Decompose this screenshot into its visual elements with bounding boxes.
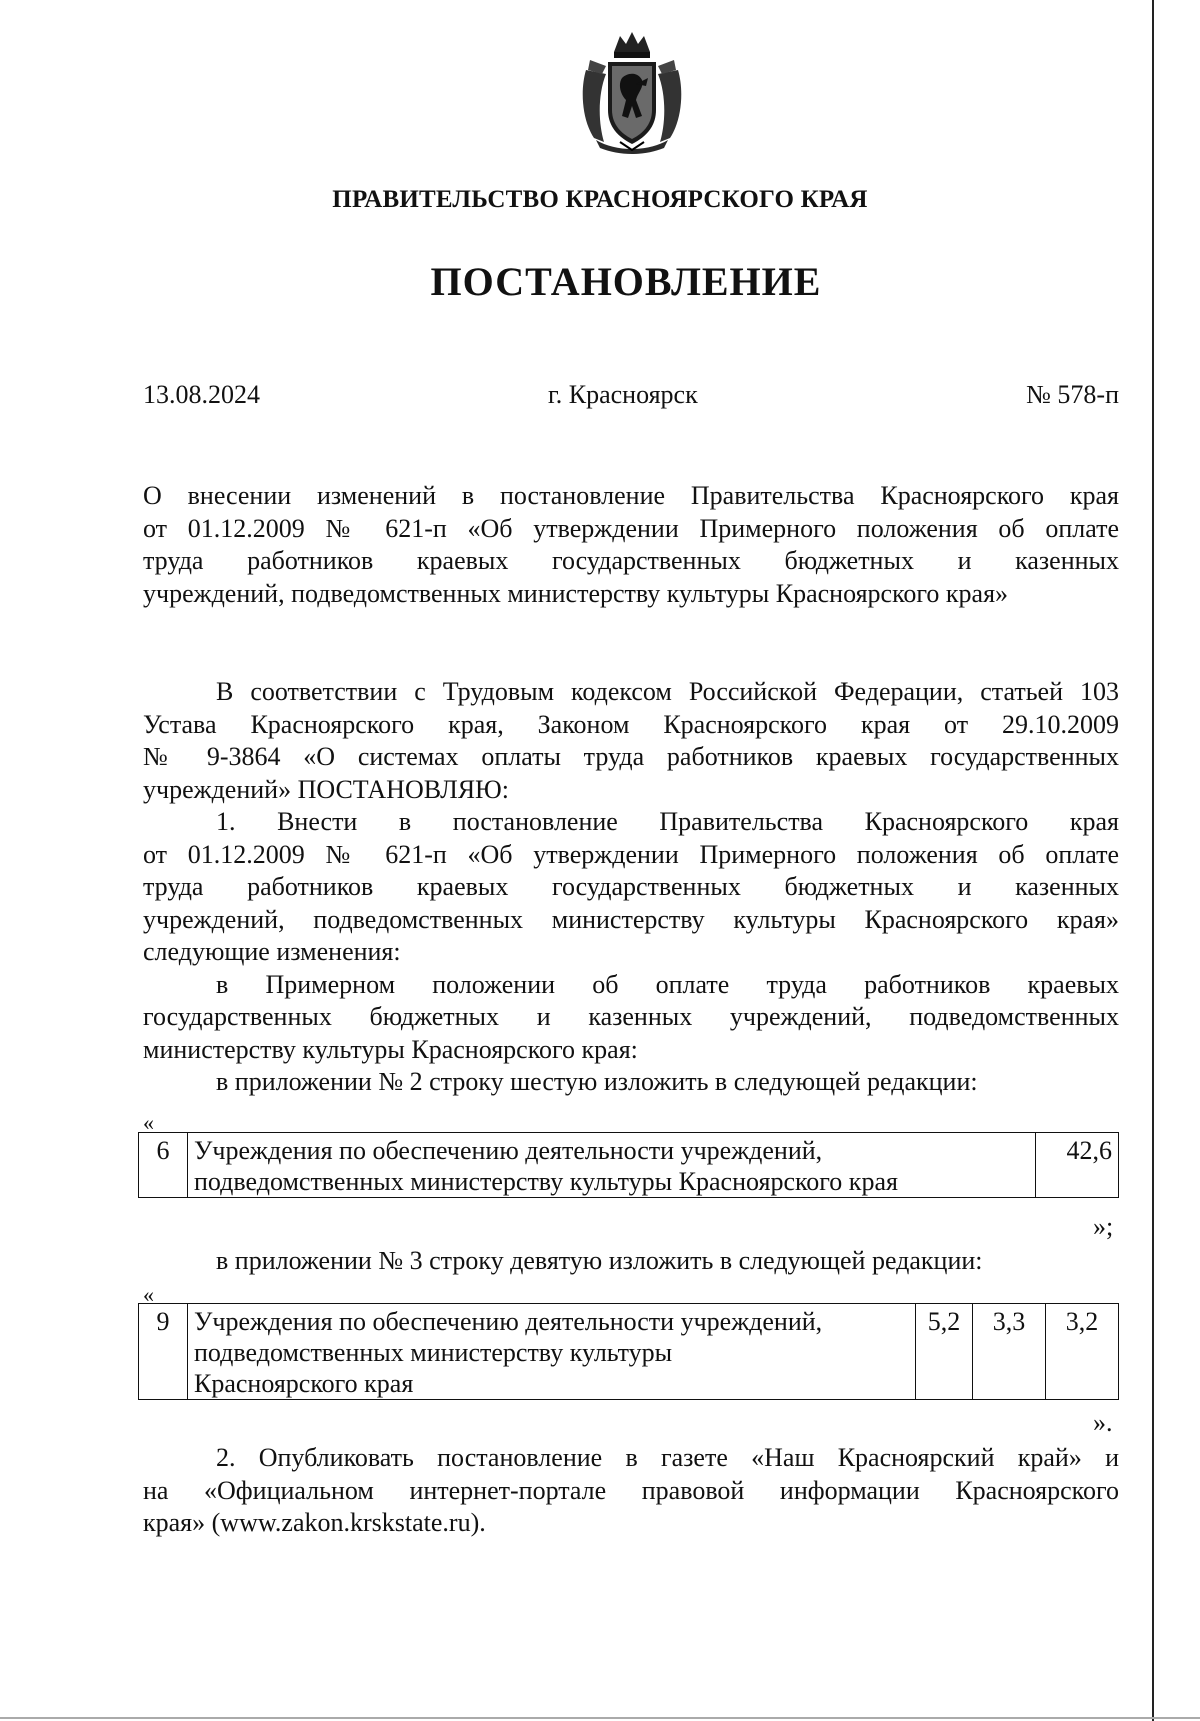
document-number: № 578-п <box>1026 380 1119 409</box>
body-line: учреждений» ПОСТАНОВЛЯЮ: <box>143 774 509 804</box>
annex3-row-table <box>138 1303 1119 1400</box>
publication-line: на «Официальном интернет-портале правовой информации Красноярского <box>143 1475 1119 1505</box>
row-description <box>188 1133 1036 1198</box>
row-description-line: подведомственных министерству культуры <box>194 1338 673 1367</box>
scan-edge-line <box>1152 0 1154 1721</box>
row-description <box>188 1304 916 1400</box>
document-date: 13.08.2024 <box>143 380 260 409</box>
body-line: № 9-3864 «О системах оплаты труда работников краевых государственных <box>143 742 1119 771</box>
close-quote: »; <box>1093 1212 1114 1241</box>
open-quote: « <box>143 1110 154 1135</box>
row-description-line: подведомственных министерству культуры Красноярского края <box>194 1167 898 1196</box>
row-value: 3,3 <box>973 1304 1046 1400</box>
row-value: 5,2 <box>916 1304 973 1400</box>
document-city: г. Красноярск <box>548 380 698 409</box>
body-line: 1. Внести в постановление Правительства Красноярского края <box>216 807 1119 836</box>
document-type-title: ПОСТАНОВЛЕНИЕ <box>430 259 822 304</box>
annex2-row-table <box>138 1132 1119 1198</box>
body-line: Устава Красноярского края, Законом Красноярского края от 29.10.2009 <box>143 709 1119 739</box>
issuer-heading: ПРАВИТЕЛЬСТВО КРАСНОЯРСКОГО КРАЯ <box>332 186 868 213</box>
row-number: 9 <box>139 1304 188 1400</box>
body-line: министерству культуры Красноярского края: <box>143 1034 638 1064</box>
row-value: 3,2 <box>1046 1304 1119 1400</box>
subject-line: от 01.12.2009 № 621-п «Об утверждении Примерного положения об оплате <box>143 513 1119 543</box>
close-quote: ». <box>1093 1408 1113 1437</box>
open-quote: « <box>143 1282 154 1307</box>
body-line: в приложении № 2 строку шестую изложить в следующей редакции: <box>216 1067 978 1096</box>
publication-line: 2. Опубликовать постановление в газете «Наш Красноярский край» и <box>216 1443 1119 1472</box>
subject-line: О внесении изменений в постановление Правительства Красноярского края <box>143 481 1119 510</box>
table-row <box>139 1133 1119 1198</box>
row-description-line: Учреждения по обеспечению деятельности учреждений, <box>194 1307 823 1336</box>
body-line: в Примерном положении об оплате труда работников краевых <box>216 969 1119 999</box>
subject-line: учреждений, подведомственных министерству культуры Красноярского края» <box>143 578 1009 608</box>
body-line: от 01.12.2009 № 621-п «Об утверждении Примерного положения об оплате <box>143 839 1119 869</box>
publication-line: края» (www.zakon.krskstate.ru). <box>143 1508 486 1537</box>
resolution-body <box>143 676 1119 1099</box>
row-number: 6 <box>139 1133 188 1198</box>
krasnoyarsk-coat-of-arms-icon <box>576 30 688 154</box>
row-description-line: Красноярского края <box>194 1369 414 1398</box>
body-line: труда работников краевых государственных бюджетных и казенных <box>143 872 1119 901</box>
row-value: 42,6 <box>1036 1133 1119 1198</box>
subject-line: труда работников краевых государственных бюджетных и казенных <box>143 546 1119 575</box>
resolution-subject <box>143 480 1119 610</box>
table-row <box>139 1304 1119 1400</box>
body-line: государственных бюджетных и казенных учреждений, подведомственных <box>143 1002 1119 1031</box>
annex3-intro: в приложении № 3 строку девятую изложить в следующей редакции: <box>216 1246 983 1275</box>
body-line: следующие изменения: <box>143 937 401 966</box>
scan-edge-line <box>0 1717 1200 1719</box>
publication-clause <box>143 1442 1119 1540</box>
body-line: учреждений, подведомственных министерству культуры Красноярского края» <box>143 904 1119 934</box>
row-description-line: Учреждения по обеспечению деятельности учреждений, <box>194 1136 823 1165</box>
body-line: В соответствии с Трудовым кодексом Российской Федерации, статьей 103 <box>216 677 1119 706</box>
